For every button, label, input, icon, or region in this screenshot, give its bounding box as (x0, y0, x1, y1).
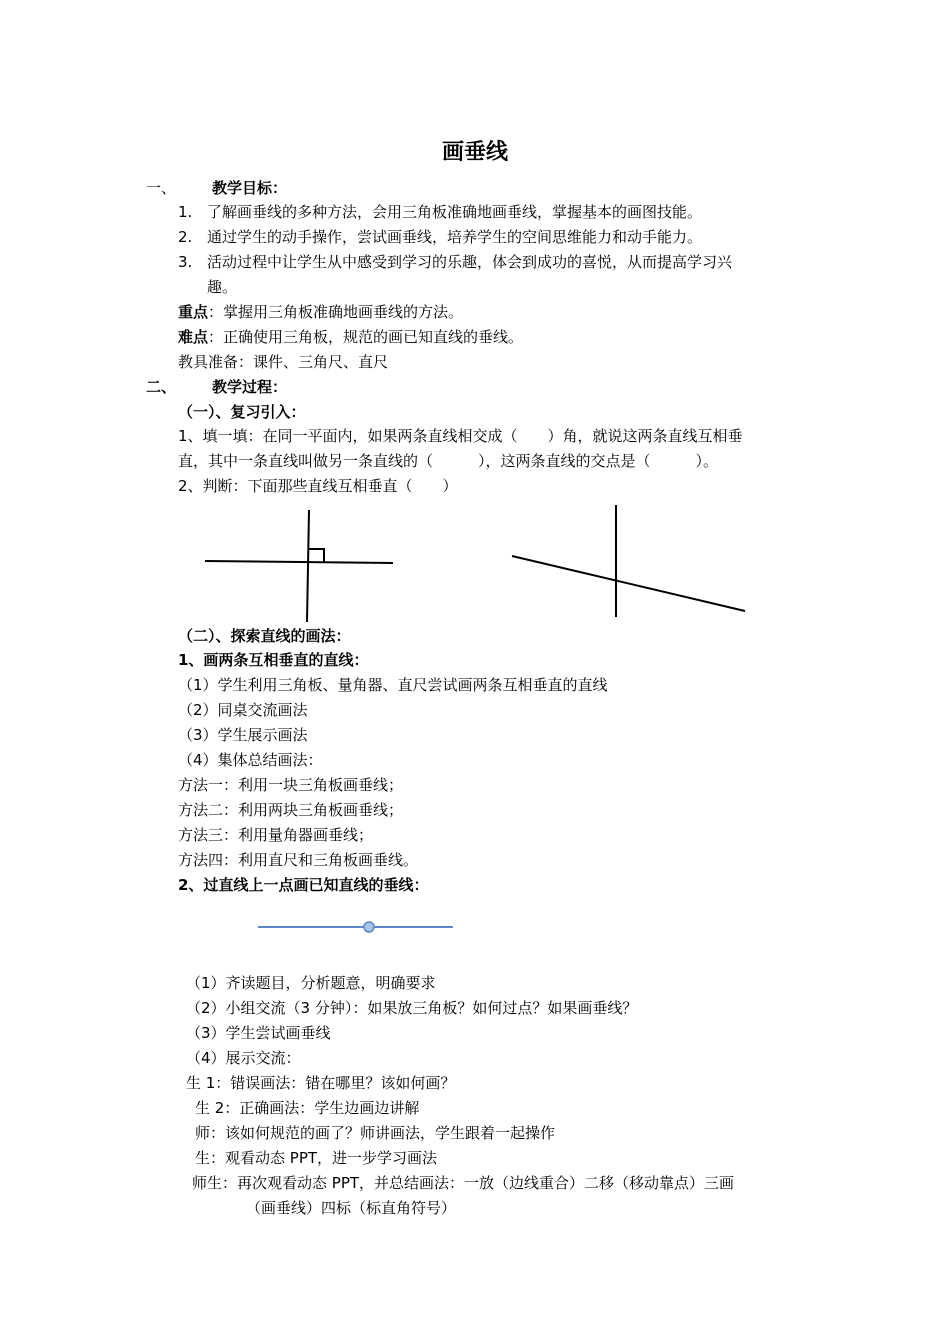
difficult-point-text: ：正确使用三角板，规范的画已知直线的垂线。 (208, 328, 524, 346)
teaching-tools: 教具准备：课件、三角尺、直尺 (178, 353, 389, 371)
goal-1-number: 1. (178, 203, 193, 221)
sub1-heading: 1、画两条互相垂直的直线： (178, 651, 369, 669)
key-point (178, 302, 463, 322)
dialog-4: 生：观看动态 PPT，进一步学习画法 (195, 1149, 438, 1167)
key-point-text: ：掌握用三角板准确地画垂线的方法。 (208, 303, 464, 321)
sub2-step-1: （1）齐读题目，分析题意，明确要求 (186, 974, 436, 992)
part2-heading: （二）、探索直线的画法： (178, 627, 351, 645)
sub2-step-3: （3）学生尝试画垂线 (186, 1024, 331, 1042)
sub2-step-2: （2）小组交流（3 分钟）：如果放三角板？如何过点？如果画垂线？ (186, 999, 638, 1017)
sub2-heading: 2、过直线上一点画已知直线的垂线： (178, 876, 429, 894)
section1-heading: 教学目标： (212, 179, 288, 197)
goal-3-text: 活动过程中让学生从中感受到学习的乐趣，体会到成功的喜悦，从而提高学习兴 (207, 253, 733, 271)
difficult-point-label: 难点 (178, 328, 209, 346)
dialog-1: 生 1：错误画法：错在哪里？该如何画？ (186, 1074, 456, 1092)
difficult-point (178, 327, 523, 347)
goal-3-continuation: 趣。 (207, 278, 238, 296)
section2-heading: 教学过程： (212, 378, 288, 396)
method-2: 方法二：利用两块三角板画垂线； (178, 801, 404, 819)
sub2-step-4: （4）展示交流： (186, 1049, 301, 1067)
method-4: 方法四：利用直尺和三角板画垂线。 (178, 851, 419, 869)
judge-question: 2、判断：下面那些直线互相垂直（ ） (178, 477, 458, 495)
dialog-5: 师生：再次观看动态 PPT，并总结画法：一放（边线重合）二移（移动靠点）三画 (192, 1174, 735, 1192)
method-3: 方法三：利用量角器画垂线； (178, 826, 374, 844)
goal-3-number: 3. (178, 253, 193, 271)
dialog-2: 生 2：正确画法：学生边画边讲解 (195, 1099, 420, 1117)
dialog-3: 师：该如何规范的画了？师讲画法，学生跟着一起操作 (195, 1124, 556, 1142)
page-title: 画垂线 (441, 140, 508, 165)
perpendicular-lines-figure (195, 500, 405, 630)
line-with-point-figure (255, 915, 460, 941)
dialog-5-continuation: （画垂线）四标（标直角符号） (246, 1199, 457, 1217)
section2-number: 二、 (146, 378, 177, 396)
section1-number: 一、 (146, 179, 177, 197)
fill-blank-line1: 1、填一填：在同一平面内，如果两条直线相交成（ ）角，就说这两条直线互相垂 (178, 427, 743, 445)
sub1-step-1: （1）学生利用三角板、量角器、直尺尝试画两条互相垂直的直线 (178, 676, 608, 694)
sub1-step-3: （3）学生展示画法 (178, 726, 308, 744)
key-point-label: 重点 (178, 303, 209, 321)
sub1-step-2: （2）同桌交流画法 (178, 701, 308, 719)
goal-2-text: 通过学生的动手操作，尝试画垂线，培养学生的空间思维能力和动手能力。 (207, 228, 703, 246)
fill-blank-line2: 直，其中一条直线叫做另一条直线的（ ），这两条直线的交点是（ ）。 (178, 452, 719, 470)
method-1: 方法一：利用一块三角板画垂线； (178, 776, 404, 794)
goal-1-text: 了解画垂线的多种方法，会用三角板准确地画垂线，掌握基本的画图技能。 (207, 203, 703, 221)
goal-2-number: 2. (178, 228, 193, 246)
intersecting-lines-figure (500, 495, 760, 625)
part1-heading: （一）、复习引入： (178, 403, 306, 421)
sub1-step-4: （4）集体总结画法： (178, 751, 323, 769)
